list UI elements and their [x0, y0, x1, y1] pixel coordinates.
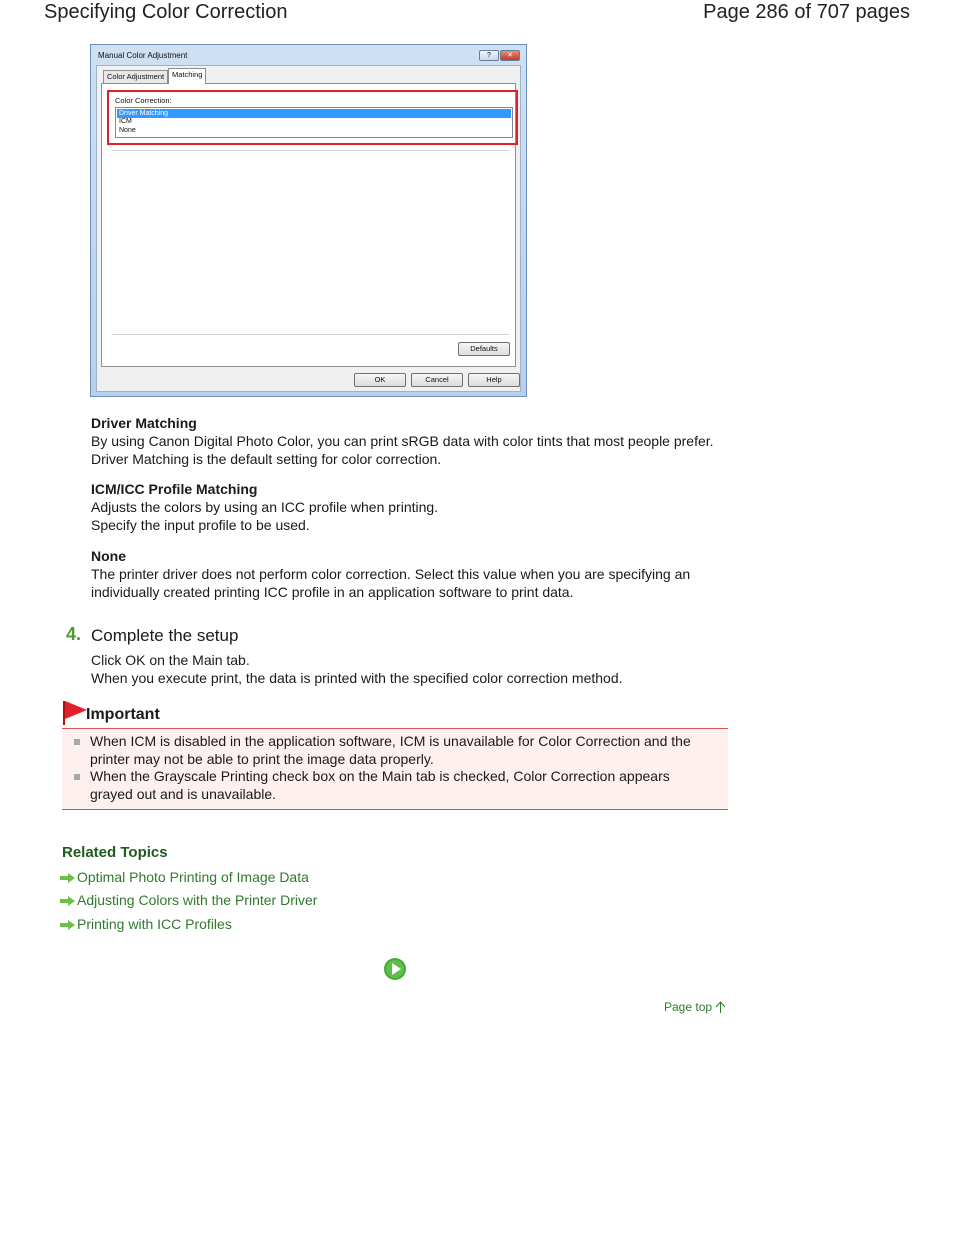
defaults-button[interactable]: Defaults — [458, 342, 510, 356]
help-button[interactable]: Help — [468, 373, 520, 387]
step-number: 4. — [66, 624, 82, 644]
section-text: Specify the input profile to be used. — [91, 517, 310, 533]
section-text: Adjusts the colors by using an ICC profile when printing. — [91, 499, 439, 515]
separator-top — [112, 150, 509, 154]
important-item-text: When the Grayscale Printing check box on the Main tab is checked, Color Correction appears — [90, 768, 670, 784]
section-heading-icm-icc: ICM/ICC Profile Matching — [91, 481, 258, 497]
next-page-icon[interactable] — [383, 957, 407, 981]
tab-color-adjustment[interactable]: Color Adjustment — [103, 70, 168, 83]
arrow-right-icon — [60, 920, 75, 930]
bullet-icon — [74, 774, 80, 780]
dialog-title: Manual Color Adjustment — [98, 51, 188, 60]
page-title: Specifying Color Correction — [44, 1, 288, 23]
step-title: Complete the setup — [91, 626, 239, 645]
important-item-text: When ICM is disabled in the application software, ICM is unavailable for Color Correction and the — [90, 733, 691, 749]
cancel-button[interactable]: Cancel — [411, 373, 463, 387]
dialog-body — [96, 65, 521, 392]
related-topics-title: Related Topics — [62, 844, 168, 861]
dialog-titlebar — [91, 45, 526, 65]
manual-color-adjustment-dialog — [90, 44, 527, 397]
page-top-link[interactable] — [664, 1000, 726, 1014]
arrow-right-icon — [60, 873, 75, 883]
related-link-text[interactable]: Printing with ICC Profiles — [77, 916, 232, 932]
separator-bottom — [112, 334, 509, 338]
important-flag-icon — [62, 700, 88, 726]
tab-matching[interactable]: Matching — [168, 68, 206, 84]
section-heading-none: None — [91, 548, 126, 564]
section-heading-driver-matching: Driver Matching — [91, 415, 197, 431]
important-item-text: grayed out and is unavailable. — [90, 786, 277, 802]
bullet-icon — [74, 739, 80, 745]
dialog-help-icon[interactable]: ? — [479, 50, 499, 61]
ok-button[interactable]: OK — [354, 373, 406, 387]
section-text: individually created printing ICC profile in an application software to print data. — [91, 584, 574, 600]
arrow-right-icon — [60, 896, 75, 906]
option-none[interactable]: None — [119, 127, 136, 134]
option-icm[interactable]: ICM — [119, 118, 132, 125]
page-count: Page 286 of 707 pages — [703, 1, 910, 23]
important-item-text: printer may not be able to print the image data properly. — [90, 751, 434, 767]
page-top-text[interactable]: Page top — [664, 1000, 713, 1014]
step-text: Click OK on the Main tab. — [91, 652, 250, 668]
section-text: Driver Matching is the default setting for color correction. — [91, 451, 442, 467]
color-correction-listbox[interactable] — [115, 107, 513, 138]
color-correction-label: Color Correction: — [115, 96, 172, 105]
step-text: When you execute print, the data is printed with the specified color correction method. — [91, 670, 623, 686]
arrow-up-icon — [715, 1001, 726, 1013]
related-link-text[interactable]: Optimal Photo Printing of Image Data — [77, 869, 309, 885]
dialog-close-icon[interactable]: ✕ — [500, 50, 520, 61]
related-link-text[interactable]: Adjusting Colors with the Printer Driver — [77, 892, 318, 908]
important-title: Important — [86, 706, 160, 723]
option-driver-matching[interactable]: Driver Matching — [117, 109, 511, 118]
matching-panel — [101, 83, 516, 367]
section-text: By using Canon Digital Photo Color, you can print sRGB data with color tints that most people prefer. — [91, 433, 714, 449]
color-correction-highlight — [107, 90, 518, 145]
section-text: The printer driver does not perform color correction. Select this value when you are specifying an — [91, 566, 691, 582]
